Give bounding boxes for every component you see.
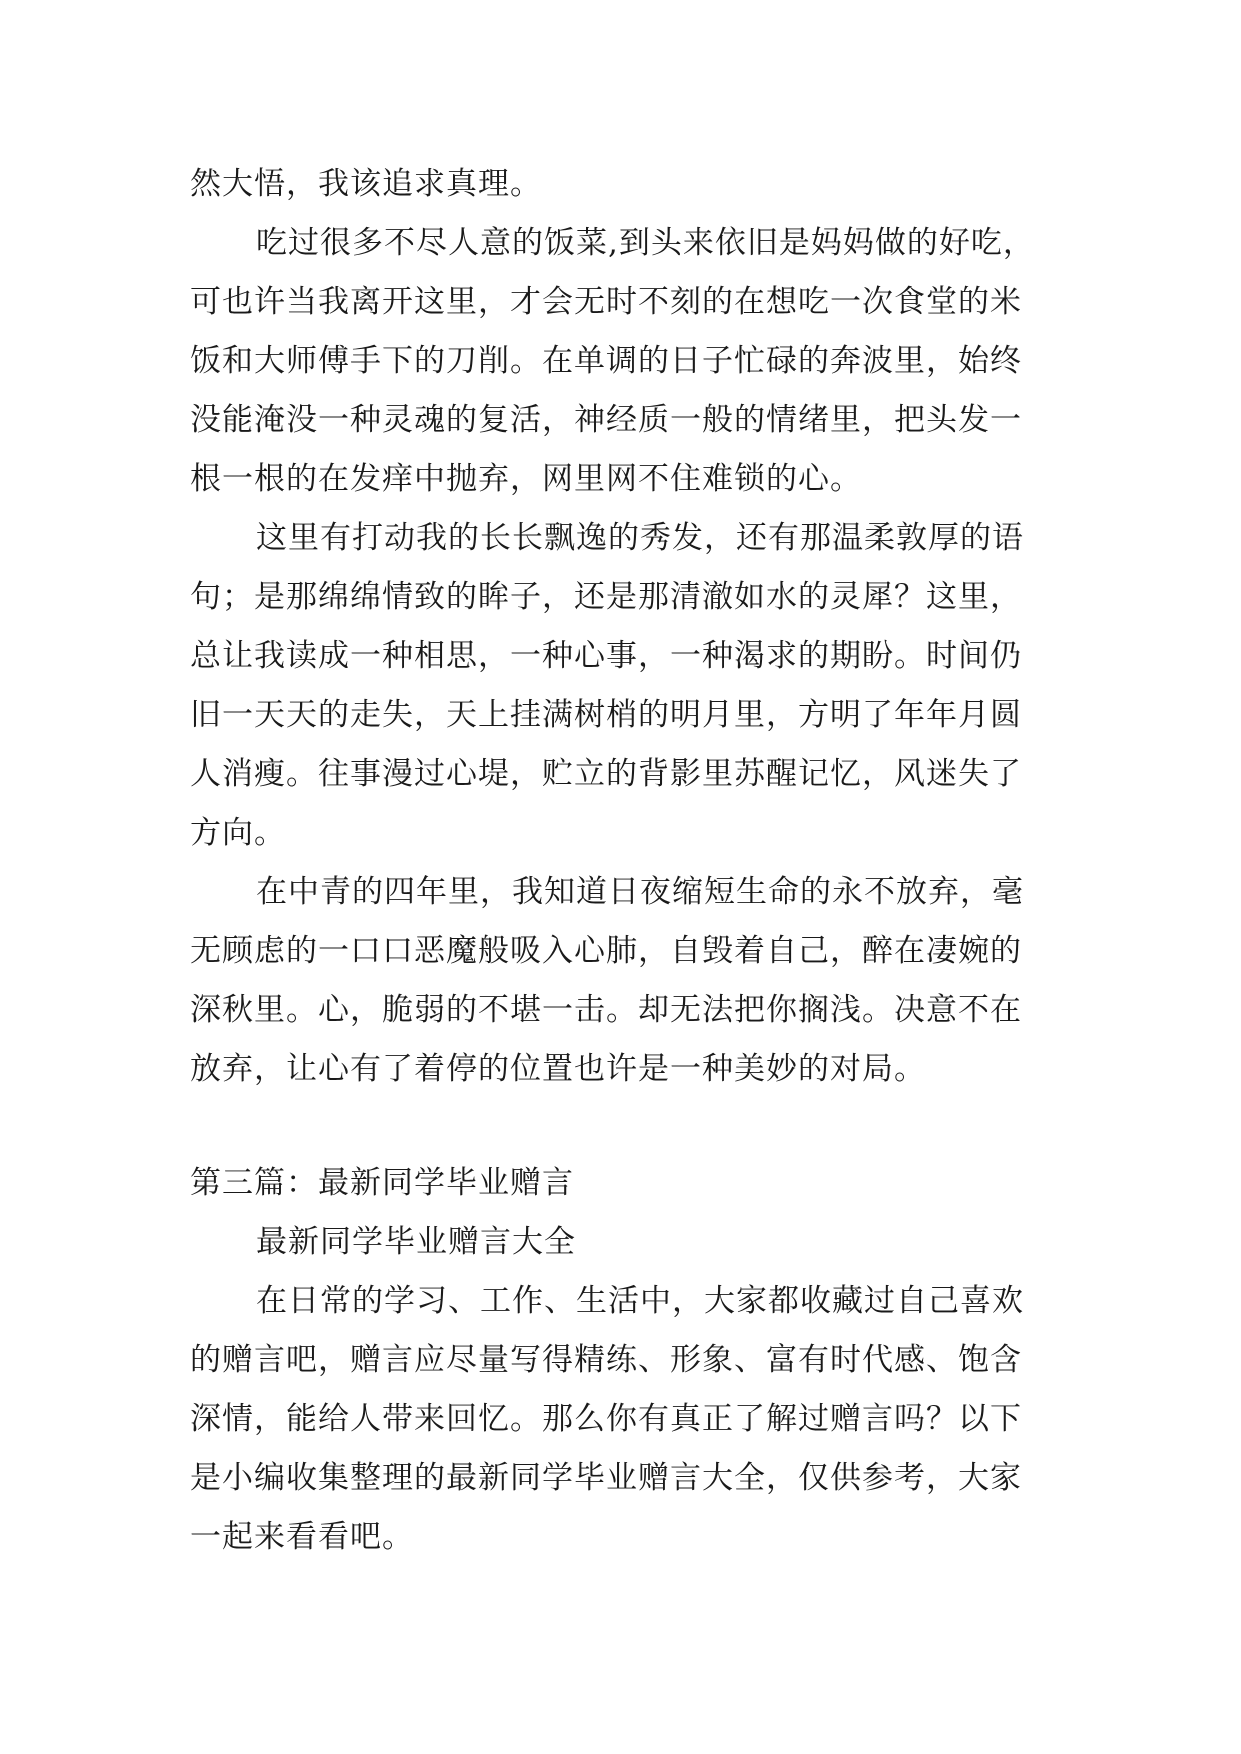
paragraph-line: 是小编收集整理的最新同学毕业赠言大全，仅供参考，大家 xyxy=(190,1460,1022,1496)
paragraph-line: 方向。 xyxy=(190,815,286,851)
paragraph-line: 这里有打动我的长长飘逸的秀发，还有那温柔敦厚的语 xyxy=(256,520,1024,556)
paragraph-line: 旧一天天的走失，天上挂满树梢的明月里，方明了年年月圆 xyxy=(190,697,1022,733)
paragraph-line: 人消瘦。往事漫过心堤，贮立的背影里苏醒记忆，风迷失了 xyxy=(190,756,1022,792)
paragraph-line: 的赠言吧，赠言应尽量写得精练、形象、富有时代感、饱含 xyxy=(190,1342,1022,1378)
paragraph-line: 根一根的在发痒中抛弃，网里网不住难锁的心。 xyxy=(190,461,862,497)
paragraph-line: 深秋里。心，脆弱的不堪一击。却无法把你搁浅。决意不在 xyxy=(190,992,1022,1028)
paragraph-line: 吃过很多不尽人意的饭菜,到头来依旧是妈妈做的好吃， xyxy=(256,225,1035,261)
paragraph-line: 饭和大师傅手下的刀削。在单调的日子忙碌的奔波里，始终 xyxy=(190,343,1022,379)
paragraph-line: 放弃，让心有了着停的位置也许是一种美妙的对局。 xyxy=(190,1051,926,1087)
section-subheading: 最新同学毕业赠言大全 xyxy=(256,1224,576,1260)
section-heading: 第三篇：最新同学毕业赠言 xyxy=(190,1165,574,1201)
document-body xyxy=(190,155,1090,1567)
paragraph-line: 在日常的学习、工作、生活中，大家都收藏过自己喜欢 xyxy=(256,1283,1024,1319)
paragraph-line: 句；是那绵绵情致的眸子，还是那清澈如水的灵犀？这里， xyxy=(190,579,1022,615)
paragraph-line: 总让我读成一种相思，一种心事，一种渴求的期盼。时间仍 xyxy=(190,638,1022,674)
paragraph-line: 一起来看看吧。 xyxy=(190,1519,414,1555)
paragraph-line: 深情，能给人带来回忆。那么你有真正了解过赠言吗？以下 xyxy=(190,1401,1022,1437)
section-spacer xyxy=(190,1099,1090,1154)
paragraph-line: 在中青的四年里，我知道日夜缩短生命的永不放弃，毫 xyxy=(256,874,1024,910)
paragraph-line: 没能淹没一种灵魂的复活，神经质一般的情绪里，把头发一 xyxy=(190,402,1022,438)
paragraph-line: 无顾虑的一口口恶魔般吸入心肺，自毁着自己，醉在凄婉的 xyxy=(190,933,1022,969)
paragraph-line: 可也许当我离开这里，才会无时不刻的在想吃一次食堂的米 xyxy=(190,284,1022,320)
paragraph-line: 然大悟，我该追求真理。 xyxy=(190,166,542,202)
